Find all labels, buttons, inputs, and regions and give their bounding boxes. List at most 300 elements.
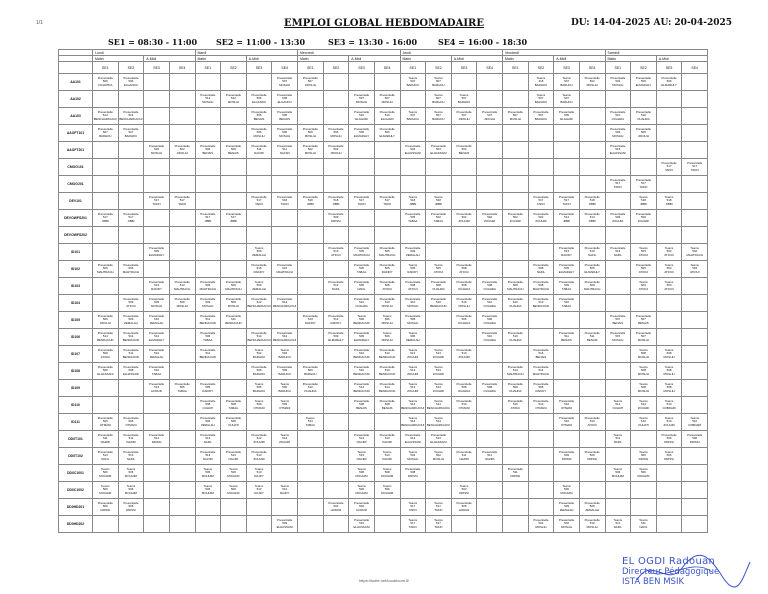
schedule-cell bbox=[246, 278, 272, 295]
session-text: Presentielle 505 ELMARHLY bbox=[584, 262, 600, 274]
schedule-cell bbox=[426, 91, 452, 108]
schedule-cell bbox=[426, 210, 452, 227]
session-text: Presentielle 517 TAKFI bbox=[687, 160, 703, 172]
session-text: Teams 506 MOUHIM bbox=[227, 483, 240, 495]
schedule-cell bbox=[656, 176, 682, 193]
session-text: Presentielle 508 OUHATI bbox=[200, 398, 216, 410]
session-text: Presentielle 509 ZOUHRI bbox=[610, 211, 626, 223]
session-text: Presentielle 502 MOSLIH bbox=[533, 517, 549, 529]
schedule-cell bbox=[477, 261, 503, 278]
schedule-cell bbox=[682, 329, 708, 346]
schedule-cell bbox=[195, 516, 221, 533]
schedule-cell bbox=[272, 380, 298, 397]
schedule-cell bbox=[169, 125, 195, 142]
schedule-cell bbox=[554, 363, 580, 380]
schedule-cell bbox=[323, 193, 349, 210]
schedule-cell bbox=[323, 448, 349, 465]
session-text: Presentielle 514 BENCHARKAOUI bbox=[119, 109, 143, 121]
schedule-cell bbox=[605, 142, 631, 159]
schedule-cell bbox=[118, 278, 144, 295]
session-text: Teams 513 NACIRI bbox=[356, 449, 367, 461]
schedule-cell bbox=[554, 397, 580, 414]
schedule-cell bbox=[221, 448, 247, 465]
session-text: Presentielle 508 BENAIS bbox=[379, 398, 395, 410]
schedule-cell bbox=[272, 516, 298, 533]
schedule-cell bbox=[169, 363, 195, 380]
session-text: Presentielle 507 BARHOU bbox=[97, 126, 113, 138]
session-text: Teams 507 BARHOU bbox=[432, 92, 445, 104]
schedule-cell bbox=[656, 346, 682, 363]
schedule-cell bbox=[246, 210, 272, 227]
session-text: Presentielle 513 MAHTRACH bbox=[173, 279, 191, 291]
schedule-cell bbox=[374, 142, 400, 159]
schedule-cell bbox=[682, 159, 708, 176]
session-text: Presentielle 514 BENDAOUD bbox=[378, 381, 396, 393]
schedule-cell bbox=[451, 482, 477, 499]
schedule-cell bbox=[477, 278, 503, 295]
session-text: Teams 506 BARHOU bbox=[278, 381, 291, 393]
session-text: Presentielle 508 ELHASSANI bbox=[97, 364, 114, 376]
schedule-cell bbox=[656, 108, 682, 125]
schedule-cell bbox=[298, 329, 324, 346]
schedule-cell bbox=[656, 227, 682, 244]
schedule-cell bbox=[169, 142, 195, 159]
schedule-cell bbox=[144, 516, 170, 533]
schedule-cell bbox=[195, 278, 221, 295]
schedule-cell bbox=[169, 227, 195, 244]
schedule-cell bbox=[374, 227, 400, 244]
session-text: Presentielle 517 JIBBI bbox=[123, 211, 139, 223]
schedule-cell bbox=[656, 431, 682, 448]
schedule-cell bbox=[605, 244, 631, 261]
schedule-cell bbox=[579, 329, 605, 346]
session-text: Presentielle 517 JIBBI bbox=[97, 211, 113, 223]
session-text: Presentielle 512 MOSLIH bbox=[225, 92, 241, 104]
schedule-cell bbox=[195, 125, 221, 142]
schedule-cell bbox=[426, 482, 452, 499]
schedule-cell bbox=[554, 482, 580, 499]
session-text: Presentielle 513 BENDAOUD bbox=[378, 347, 396, 359]
group-row bbox=[59, 125, 708, 142]
signature-org: ISTA BEN MSIK bbox=[622, 577, 685, 587]
schedule-cell bbox=[656, 516, 682, 533]
schedule-cell bbox=[605, 329, 631, 346]
schedule-cell bbox=[221, 227, 247, 244]
session-text: Presentielle 506 DRISSI bbox=[97, 500, 113, 512]
session-text: Presentielle 509 MOSLIH bbox=[200, 296, 216, 308]
schedule-cell bbox=[656, 278, 682, 295]
group-label: AAOFT201 bbox=[59, 142, 93, 159]
half-day-header: A-Midi bbox=[451, 56, 502, 62]
group-label: DD0HD201 bbox=[59, 499, 93, 516]
schedule-cell bbox=[656, 448, 682, 465]
schedule-cell bbox=[298, 397, 324, 414]
schedule-cell bbox=[605, 414, 631, 431]
schedule-cell bbox=[631, 210, 657, 227]
schedule-cell bbox=[221, 193, 247, 210]
schedule-cell bbox=[246, 397, 272, 414]
schedule-cell bbox=[118, 499, 144, 516]
schedule-cell bbox=[144, 397, 170, 414]
group-label: ID101 bbox=[59, 244, 93, 261]
schedule-cell bbox=[93, 261, 119, 278]
schedule-cell bbox=[477, 312, 503, 329]
session-text: Presentielle 505 MAHTRACH bbox=[378, 245, 396, 257]
session-text: Presentielle 508 BENAIS bbox=[354, 398, 370, 410]
group-label: ID105 bbox=[59, 312, 93, 329]
schedule-cell bbox=[221, 431, 247, 448]
schedule-cell bbox=[298, 499, 324, 516]
group-row bbox=[59, 516, 708, 533]
schedule-cell bbox=[323, 380, 349, 397]
schedule-cell bbox=[349, 295, 375, 312]
schedule-cell bbox=[477, 363, 503, 380]
schedule-cell bbox=[554, 465, 580, 482]
session-text: Teams 511 NAFIL bbox=[639, 517, 648, 529]
session-text: Presentielle 502 MOSLIH bbox=[610, 75, 626, 87]
group-label: AA102 bbox=[59, 91, 93, 108]
schedule-cell bbox=[682, 346, 708, 363]
schedule-cell bbox=[605, 482, 631, 499]
session-text: Presentielle 502 ZOUHRI bbox=[482, 211, 498, 223]
schedule-cell bbox=[118, 159, 144, 176]
group-row bbox=[59, 414, 708, 431]
schedule-cell bbox=[477, 176, 503, 193]
half-day-header: Matin bbox=[400, 56, 451, 62]
session-text: Teams 510 COBDARI bbox=[688, 415, 702, 427]
schedule-cell bbox=[426, 193, 452, 210]
session-text: Presentielle 517 TAKFI bbox=[251, 194, 267, 206]
schedule-cell bbox=[631, 363, 657, 380]
session-text: Presentielle 506 ZEMALAH bbox=[200, 415, 216, 427]
schedule-cell bbox=[272, 278, 298, 295]
schedule-cell bbox=[400, 363, 426, 380]
schedule-cell bbox=[503, 227, 529, 244]
schedule-cell bbox=[374, 482, 400, 499]
schedule-cell bbox=[323, 125, 349, 142]
slot-header: SE4 bbox=[477, 62, 503, 74]
session-text: Presentielle 513 HODUR bbox=[149, 381, 165, 393]
session-text: Presentielle 511 BENAIS bbox=[559, 330, 575, 342]
schedule-cell bbox=[554, 329, 580, 346]
schedule-cell bbox=[272, 142, 298, 159]
schedule-cell bbox=[246, 227, 272, 244]
schedule-cell bbox=[451, 346, 477, 363]
session-text: Teams 506 MOSLIH bbox=[381, 313, 393, 325]
schedule-cell bbox=[144, 346, 170, 363]
schedule-cell bbox=[323, 176, 349, 193]
session-text: Presentielle 517 TAKFI bbox=[379, 194, 395, 206]
session-text: Presentielle 514 JIBBI bbox=[584, 211, 600, 223]
schedule-cell bbox=[451, 108, 477, 125]
schedule-cell bbox=[400, 261, 426, 278]
session-text: Presentielle 502 HODUR bbox=[354, 500, 370, 512]
schedule-cell bbox=[93, 125, 119, 142]
schedule-cell bbox=[579, 295, 605, 312]
session-text: Presentielle 513 NAFIL bbox=[584, 245, 600, 257]
schedule-cell bbox=[400, 108, 426, 125]
schedule-cell bbox=[426, 108, 452, 125]
schedule-cell bbox=[298, 159, 324, 176]
schedule-cell bbox=[298, 465, 324, 482]
schedule-cell bbox=[246, 176, 272, 193]
schedule-cell bbox=[605, 448, 631, 465]
session-text: Presentielle 506 BARHOU bbox=[277, 364, 293, 376]
session-text: Presentielle 506 FICHATDA bbox=[97, 75, 113, 87]
schedule-cell bbox=[682, 176, 708, 193]
session-text: Presentielle 506 ELGANOU bbox=[277, 92, 293, 104]
session-text: Presentielle 511 NACIRI bbox=[251, 143, 267, 155]
schedule-cell bbox=[374, 431, 400, 448]
schedule-cell bbox=[272, 414, 298, 431]
slot-header: SE1 bbox=[605, 62, 631, 74]
schedule-cell bbox=[195, 91, 221, 108]
session-text: Presentielle 512 NAFIL bbox=[328, 279, 344, 291]
schedule-cell bbox=[682, 244, 708, 261]
schedule-cell bbox=[93, 516, 119, 533]
schedule-cell bbox=[169, 516, 195, 533]
schedule-cell bbox=[144, 159, 170, 176]
session-text: Presentielle 508 ATIOUI bbox=[379, 279, 395, 291]
session-text: Teams 506 DRISSI bbox=[638, 449, 649, 461]
schedule-cell bbox=[503, 278, 529, 295]
schedule-cell bbox=[503, 159, 529, 176]
schedule-cell bbox=[451, 414, 477, 431]
schedule-cell bbox=[374, 380, 400, 397]
schedule-cell bbox=[169, 74, 195, 91]
schedule-cell bbox=[503, 312, 529, 329]
schedule-cell bbox=[554, 210, 580, 227]
schedule-cell bbox=[682, 278, 708, 295]
schedule-cell bbox=[528, 244, 554, 261]
schedule-cell bbox=[477, 159, 503, 176]
schedule-cell bbox=[272, 244, 298, 261]
session-text: Presentielle 514 DRISSI bbox=[149, 432, 165, 444]
schedule-cell bbox=[374, 159, 400, 176]
session-text: Presentielle 510 BENDAOUD bbox=[430, 296, 447, 308]
schedule-cell bbox=[349, 312, 375, 329]
period-range: DU: 14-04-2025 AU: 20-04-2025 bbox=[570, 18, 732, 28]
session-text: Presentielle 506 ELMARHLY bbox=[379, 126, 395, 138]
session-text: Presentielle 514 BENCHARKAOUI bbox=[93, 109, 117, 121]
schedule-cell bbox=[144, 380, 170, 397]
schedule-cell bbox=[528, 74, 554, 91]
session-text: Presentielle 510 OTMANI bbox=[533, 398, 549, 410]
schedule-cell bbox=[169, 210, 195, 227]
schedule-cell bbox=[323, 244, 349, 261]
schedule-cell bbox=[451, 227, 477, 244]
schedule-cell bbox=[656, 363, 682, 380]
session-text: Teams 518 JIBBI bbox=[434, 194, 443, 206]
schedule-cell bbox=[579, 125, 605, 142]
schedule-cell bbox=[195, 142, 221, 159]
schedule-cell bbox=[93, 329, 119, 346]
schedule-cell bbox=[426, 465, 452, 482]
session-text: Presentielle 506 MOSLIH bbox=[302, 126, 318, 138]
schedule-cell bbox=[400, 142, 426, 159]
session-text: Teams 318 BARHOU bbox=[534, 75, 548, 87]
schedule-cell bbox=[144, 414, 170, 431]
schedule-cell bbox=[451, 363, 477, 380]
schedule-cell bbox=[656, 397, 682, 414]
schedule-cell bbox=[631, 108, 657, 125]
schedule-cell bbox=[682, 431, 708, 448]
session-text: Presentielle 506 BENAIS bbox=[277, 109, 293, 121]
group-label: DD0T101 bbox=[59, 431, 93, 448]
schedule-cell bbox=[477, 125, 503, 142]
schedule-cell bbox=[298, 142, 324, 159]
session-text: Presentielle 505 HODUR bbox=[456, 500, 472, 512]
schedule-cell bbox=[682, 74, 708, 91]
schedule-cell bbox=[169, 448, 195, 465]
session-text: Presentielle 506 DRISSI bbox=[123, 500, 139, 512]
document-title: EMPLOI GLOBAL HEBDOMADAIRE bbox=[284, 18, 484, 29]
schedule-cell bbox=[579, 516, 605, 533]
schedule-cell bbox=[451, 210, 477, 227]
schedule-cell bbox=[631, 431, 657, 448]
schedule-cell bbox=[682, 193, 708, 210]
seance-label: SE1 = 08:30 - 11:00 bbox=[108, 37, 198, 47]
schedule-cell bbox=[298, 363, 324, 380]
session-text: Presentielle 506 BENAIS bbox=[225, 143, 241, 155]
schedule-cell bbox=[323, 142, 349, 159]
schedule-cell bbox=[349, 91, 375, 108]
schedule-cell bbox=[400, 499, 426, 516]
schedule-cell bbox=[682, 125, 708, 142]
schedule-cell bbox=[528, 193, 554, 210]
session-text: Presentielle 518 JIBBI bbox=[328, 194, 344, 206]
schedule-cell bbox=[118, 125, 144, 142]
session-text: Presentielle 510 OTMANI bbox=[559, 398, 575, 410]
session-text: Presentielle 513 NACIRI bbox=[225, 449, 241, 461]
schedule-cell bbox=[93, 363, 119, 380]
session-text: Presentielle 506 DRISSI bbox=[661, 432, 677, 444]
session-text: Presentielle 509 MOSLIH bbox=[225, 296, 241, 308]
schedule-cell bbox=[426, 448, 452, 465]
session-text: Teams 507 BARHOU bbox=[457, 92, 471, 104]
schedule-cell bbox=[195, 448, 221, 465]
schedule-cell bbox=[605, 193, 631, 210]
session-text: Teams 503 ATIOUI bbox=[664, 262, 674, 274]
schedule-cell bbox=[682, 397, 708, 414]
schedule-cell bbox=[195, 414, 221, 431]
schedule-cell bbox=[477, 431, 503, 448]
schedule-cell bbox=[682, 499, 708, 516]
schedule-cell bbox=[246, 312, 272, 329]
schedule-cell bbox=[93, 414, 119, 431]
schedule-cell bbox=[144, 363, 170, 380]
session-text: Presentielle 514 BENCHARKAOUI bbox=[273, 296, 297, 308]
schedule-cell bbox=[605, 261, 631, 278]
schedule-cell bbox=[528, 363, 554, 380]
schedule-cell bbox=[118, 397, 144, 414]
schedule-cell bbox=[272, 465, 298, 482]
schedule-cell bbox=[93, 380, 119, 397]
session-text: Presentielle 509 MOSLIH bbox=[149, 296, 165, 308]
session-text: Teams 513 ZOUHRI bbox=[407, 347, 419, 359]
session-text: Presentielle 506 ELGANOU bbox=[123, 75, 139, 87]
session-text: Presentielle 506 MAHTRACH bbox=[97, 262, 114, 274]
session-text: Presentielle 513 ZOUHRI bbox=[251, 449, 267, 461]
schedule-cell bbox=[118, 448, 144, 465]
schedule-cell bbox=[349, 431, 375, 448]
schedule-cell bbox=[298, 431, 324, 448]
schedule-cell bbox=[374, 244, 400, 261]
schedule-cell bbox=[528, 482, 554, 499]
session-text: Teams 506 ZEMALAH bbox=[405, 330, 420, 342]
schedule-cell bbox=[554, 159, 580, 176]
session-text: Presentielle 509 ZEMALAH bbox=[584, 500, 600, 512]
schedule-cell bbox=[477, 380, 503, 397]
session-text: Presentielle 514 MAHTRACH bbox=[507, 364, 524, 376]
session-text: Presentielle 508 ATIOUI bbox=[456, 262, 472, 274]
group-row bbox=[59, 448, 708, 465]
group-label: ID109 bbox=[59, 380, 93, 397]
schedule-cell bbox=[605, 346, 631, 363]
schedule-cell bbox=[554, 244, 580, 261]
schedule-cell bbox=[246, 363, 272, 380]
schedule-cell bbox=[93, 465, 119, 482]
schedule-cell bbox=[118, 465, 144, 482]
session-text: Teams 506 MOUHIM bbox=[99, 466, 112, 478]
schedule-cell bbox=[93, 499, 119, 516]
schedule-cell bbox=[682, 91, 708, 108]
slot-header: SE3 bbox=[246, 62, 272, 74]
session-text: Presentielle 510 OUAHDA bbox=[354, 296, 370, 308]
schedule-cell bbox=[221, 176, 247, 193]
session-text: Presentielle 506 MOSLIH bbox=[277, 126, 293, 138]
schedule-cell bbox=[246, 125, 272, 142]
schedule-cell bbox=[528, 312, 554, 329]
session-text: Presentielle 517 TAKFI bbox=[559, 194, 575, 206]
schedule-cell bbox=[374, 346, 400, 363]
session-text: Teams 517 TAKFI bbox=[434, 517, 443, 529]
session-text: Presentielle 507 MOSLIH bbox=[277, 75, 293, 87]
session-text: Presentielle 506 TABAA bbox=[200, 330, 216, 342]
schedule-cell bbox=[374, 295, 400, 312]
schedule-cell bbox=[579, 91, 605, 108]
session-text: Teams 502 MOSLIH bbox=[432, 449, 444, 461]
session-text: Presentielle 510 MOSLIH bbox=[456, 296, 472, 308]
half-day-header: Matin bbox=[503, 56, 554, 62]
schedule-cell bbox=[656, 329, 682, 346]
schedule-cell bbox=[605, 397, 631, 414]
schedule-cell bbox=[426, 380, 452, 397]
schedule-cell bbox=[349, 159, 375, 176]
session-text: Presentielle 513 NAFIL bbox=[200, 432, 216, 444]
session-text: Presentielle 507 MOSLIH bbox=[379, 92, 395, 104]
schedule-cell bbox=[656, 312, 682, 329]
session-text: Presentielle 508 OUAHDA bbox=[482, 381, 498, 393]
session-text: Presentielle 505 TABAA bbox=[174, 381, 190, 393]
session-text: Presentielle 518 JIBBI bbox=[584, 194, 600, 206]
session-text: Teams 505 RAKIDY bbox=[407, 262, 419, 274]
group-label: ID107 bbox=[59, 346, 93, 363]
schedule-cell bbox=[298, 346, 324, 363]
schedule-cell bbox=[323, 363, 349, 380]
half-day-header: A-Midi bbox=[656, 56, 707, 62]
slot-header: SE1 bbox=[195, 62, 221, 74]
schedule-cell bbox=[118, 329, 144, 346]
group-label: ID104 bbox=[59, 295, 93, 312]
schedule-cell bbox=[93, 227, 119, 244]
schedule-cell bbox=[195, 363, 221, 380]
session-text: Presentielle 508 ATIOUI bbox=[405, 279, 421, 291]
schedule-cell bbox=[323, 278, 349, 295]
schedule-cell bbox=[374, 499, 400, 516]
session-text: Presentielle 505 MAHTRACH bbox=[353, 245, 370, 257]
session-text: Teams 506 MOUHIM bbox=[201, 466, 214, 478]
